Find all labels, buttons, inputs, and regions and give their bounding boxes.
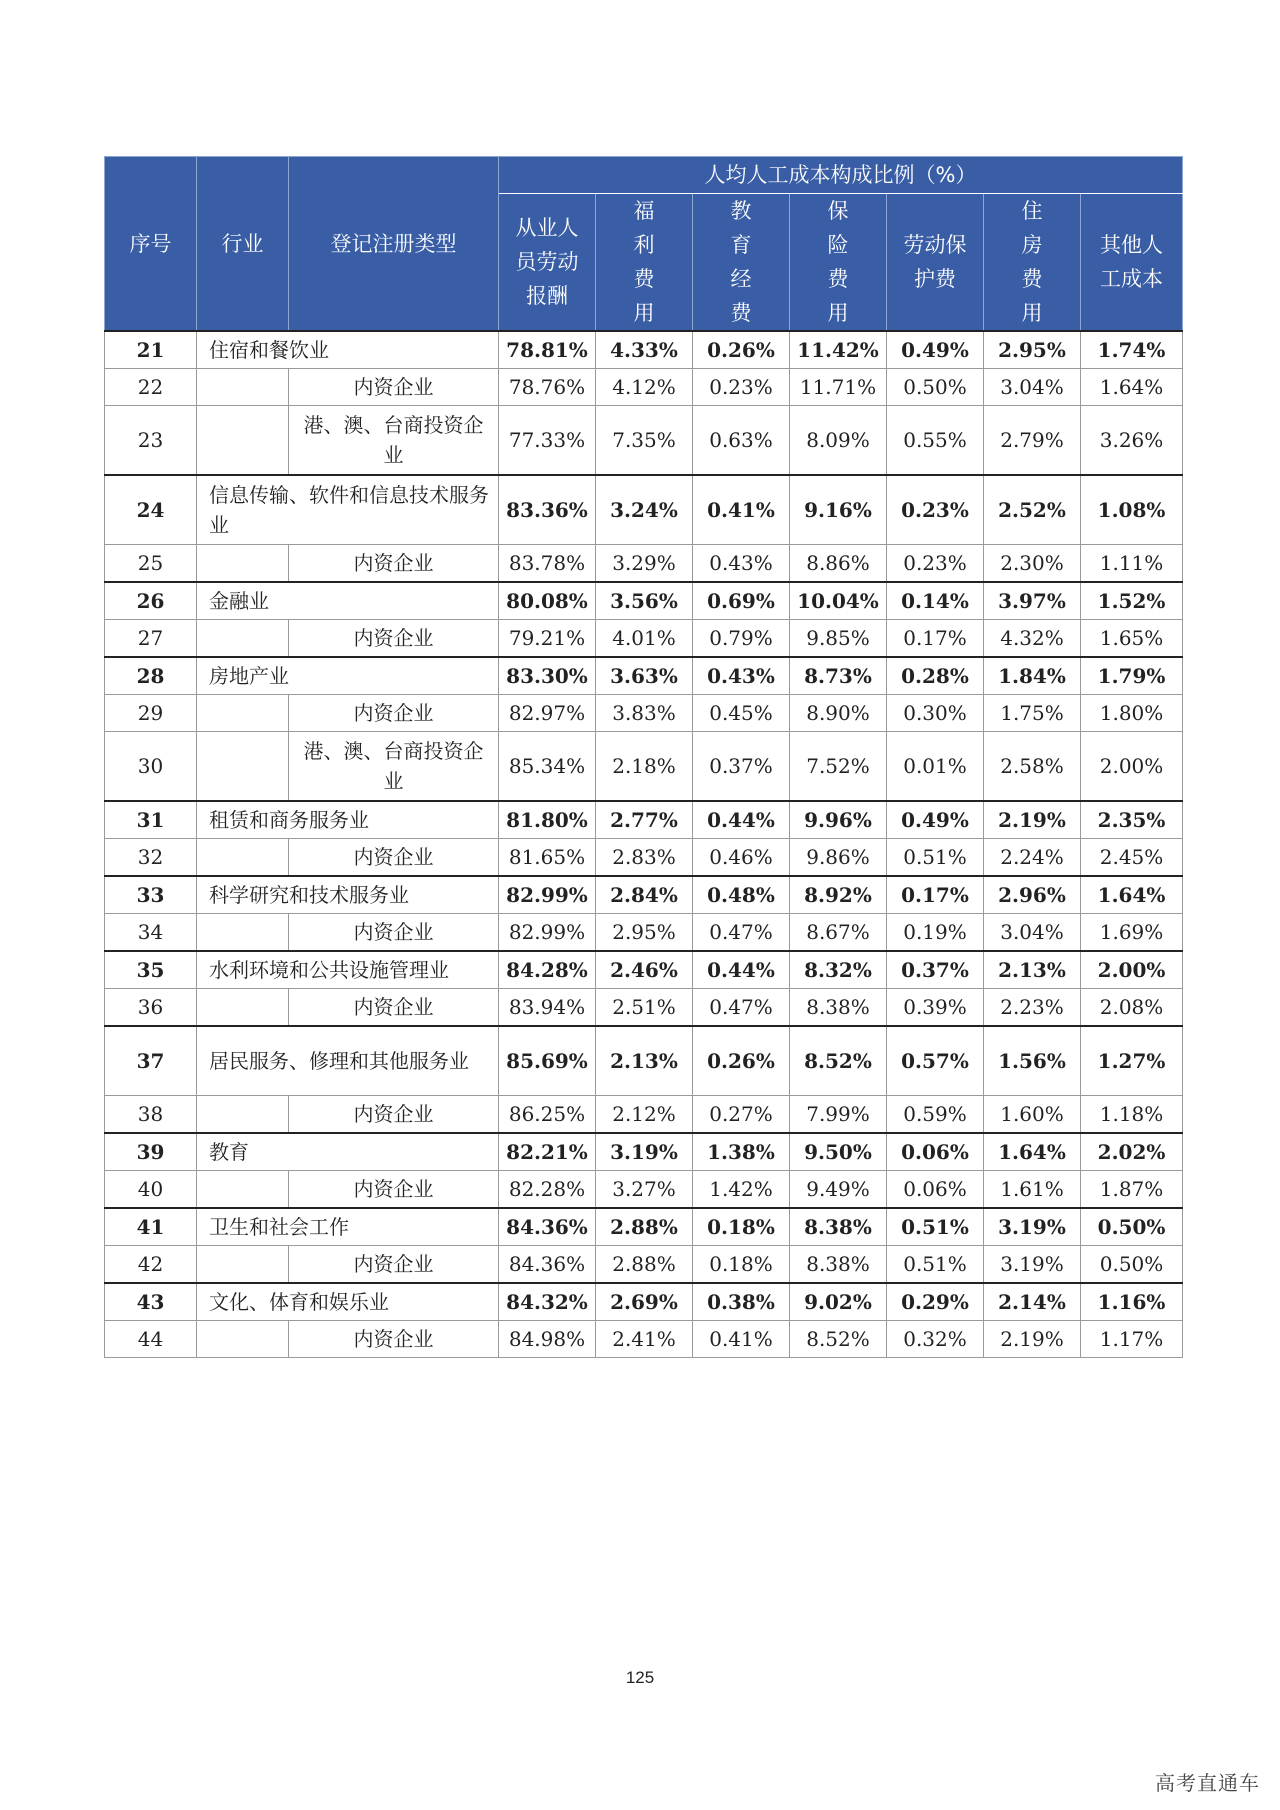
row-value: 0.47% — [693, 989, 790, 1027]
row-value: 1.84% — [984, 657, 1081, 695]
row-value: 0.38% — [693, 1283, 790, 1321]
row-value: 1.79% — [1081, 657, 1183, 695]
row-value: 0.48% — [693, 876, 790, 914]
row-value: 8.52% — [790, 1026, 887, 1096]
row-value: 1.65% — [1081, 620, 1183, 658]
row-reg-type: 港、澳、台商投资企业 — [289, 732, 499, 802]
table-row — [105, 1171, 1183, 1209]
row-value: 2.95% — [596, 914, 693, 952]
row-value: 1.52% — [1081, 582, 1183, 620]
row-value: 0.79% — [693, 620, 790, 658]
row-value: 2.51% — [596, 989, 693, 1027]
row-industry: 住宿和餐饮业 — [197, 331, 499, 369]
row-value: 1.64% — [1081, 876, 1183, 914]
row-value: 8.67% — [790, 914, 887, 952]
row-value: 2.23% — [984, 989, 1081, 1027]
row-value: 3.19% — [984, 1246, 1081, 1284]
row-value: 0.29% — [887, 1283, 984, 1321]
row-value: 1.18% — [1081, 1096, 1183, 1134]
row-value: 82.21% — [499, 1133, 596, 1171]
row-reg-type: 内资企业 — [289, 914, 499, 952]
row-value: 1.17% — [1081, 1321, 1183, 1358]
row-value: 0.47% — [693, 914, 790, 952]
row-value: 7.52% — [790, 732, 887, 802]
table-row — [105, 545, 1183, 583]
row-seq: 44 — [105, 1321, 197, 1358]
row-value: 9.16% — [790, 475, 887, 545]
row-value: 0.50% — [1081, 1246, 1183, 1284]
row-value: 2.30% — [984, 545, 1081, 583]
row-value: 84.36% — [499, 1208, 596, 1246]
row-value: 0.69% — [693, 582, 790, 620]
row-industry — [197, 620, 289, 658]
row-value: 82.28% — [499, 1171, 596, 1209]
row-value: 2.77% — [596, 801, 693, 839]
row-value: 0.51% — [887, 839, 984, 877]
row-value: 2.00% — [1081, 732, 1183, 802]
row-reg-type: 内资企业 — [289, 839, 499, 877]
row-value: 3.83% — [596, 695, 693, 732]
row-value: 8.90% — [790, 695, 887, 732]
row-value: 2.14% — [984, 1283, 1081, 1321]
row-value: 2.18% — [596, 732, 693, 802]
row-value: 0.28% — [887, 657, 984, 695]
row-value: 9.96% — [790, 801, 887, 839]
row-value: 3.19% — [596, 1133, 693, 1171]
row-reg-type: 内资企业 — [289, 620, 499, 658]
row-value: 0.49% — [887, 331, 984, 369]
header-col-housing: 住房费用 — [984, 194, 1081, 332]
row-value: 9.02% — [790, 1283, 887, 1321]
row-value: 3.97% — [984, 582, 1081, 620]
row-value: 83.94% — [499, 989, 596, 1027]
row-industry: 房地产业 — [197, 657, 499, 695]
row-industry: 居民服务、修理和其他服务业 — [197, 1026, 499, 1096]
row-value: 3.27% — [596, 1171, 693, 1209]
labor-cost-table — [104, 156, 1183, 1358]
row-value: 0.14% — [887, 582, 984, 620]
row-value: 2.84% — [596, 876, 693, 914]
row-value: 0.18% — [693, 1246, 790, 1284]
table-row — [105, 1246, 1183, 1284]
row-industry: 教育 — [197, 1133, 499, 1171]
row-seq: 43 — [105, 1283, 197, 1321]
table-row — [105, 914, 1183, 952]
row-value: 4.32% — [984, 620, 1081, 658]
row-industry — [197, 914, 289, 952]
row-value: 82.99% — [499, 914, 596, 952]
row-value: 77.33% — [499, 406, 596, 476]
row-seq: 24 — [105, 475, 197, 545]
row-value: 3.26% — [1081, 406, 1183, 476]
row-reg-type: 内资企业 — [289, 1096, 499, 1134]
row-value: 1.61% — [984, 1171, 1081, 1209]
row-value: 2.13% — [984, 951, 1081, 989]
table-row — [105, 695, 1183, 732]
row-value: 0.44% — [693, 951, 790, 989]
row-value: 1.16% — [1081, 1283, 1183, 1321]
row-value: 81.65% — [499, 839, 596, 877]
table-row — [105, 732, 1183, 802]
header-reg-type: 登记注册类型 — [289, 157, 499, 332]
row-value: 0.55% — [887, 406, 984, 476]
row-seq: 42 — [105, 1246, 197, 1284]
row-value: 8.09% — [790, 406, 887, 476]
row-value: 3.63% — [596, 657, 693, 695]
row-value: 2.24% — [984, 839, 1081, 877]
row-value: 78.81% — [499, 331, 596, 369]
row-seq: 23 — [105, 406, 197, 476]
row-value: 0.06% — [887, 1133, 984, 1171]
row-value: 0.63% — [693, 406, 790, 476]
row-value: 2.41% — [596, 1321, 693, 1358]
row-value: 0.30% — [887, 695, 984, 732]
row-value: 84.32% — [499, 1283, 596, 1321]
row-value: 2.52% — [984, 475, 1081, 545]
row-seq: 25 — [105, 545, 197, 583]
row-reg-type: 港、澳、台商投资企业 — [289, 406, 499, 476]
header-group: 人均人工成本构成比例（%） — [499, 157, 1183, 194]
row-value: 0.26% — [693, 331, 790, 369]
row-industry: 文化、体育和娱乐业 — [197, 1283, 499, 1321]
row-value: 4.12% — [596, 369, 693, 406]
row-value: 1.42% — [693, 1171, 790, 1209]
row-value: 2.13% — [596, 1026, 693, 1096]
row-value: 86.25% — [499, 1096, 596, 1134]
row-value: 2.12% — [596, 1096, 693, 1134]
row-value: 1.69% — [1081, 914, 1183, 952]
row-value: 82.99% — [499, 876, 596, 914]
row-reg-type: 内资企业 — [289, 695, 499, 732]
row-seq: 35 — [105, 951, 197, 989]
row-value: 1.38% — [693, 1133, 790, 1171]
row-value: 0.44% — [693, 801, 790, 839]
header-col-insurance: 保险费用 — [790, 194, 887, 332]
row-value: 2.35% — [1081, 801, 1183, 839]
row-industry — [197, 369, 289, 406]
row-value: 9.50% — [790, 1133, 887, 1171]
table-row — [105, 331, 1183, 369]
table-row — [105, 876, 1183, 914]
row-value: 10.04% — [790, 582, 887, 620]
row-value: 0.39% — [887, 989, 984, 1027]
row-value: 83.78% — [499, 545, 596, 583]
row-value: 1.27% — [1081, 1026, 1183, 1096]
row-value: 0.17% — [887, 620, 984, 658]
row-value: 1.60% — [984, 1096, 1081, 1134]
row-value: 3.04% — [984, 914, 1081, 952]
page-number: 125 — [625, 1668, 655, 1687]
row-seq: 36 — [105, 989, 197, 1027]
row-value: 0.57% — [887, 1026, 984, 1096]
row-reg-type: 内资企业 — [289, 369, 499, 406]
row-value: 8.86% — [790, 545, 887, 583]
row-value: 80.08% — [499, 582, 596, 620]
row-industry: 信息传输、软件和信息技术服务业 — [197, 475, 499, 545]
row-industry — [197, 1096, 289, 1134]
row-value: 2.46% — [596, 951, 693, 989]
row-value: 0.26% — [693, 1026, 790, 1096]
row-value: 0.43% — [693, 657, 790, 695]
row-value: 0.32% — [887, 1321, 984, 1358]
row-value: 0.23% — [887, 475, 984, 545]
row-value: 0.50% — [887, 369, 984, 406]
row-industry: 科学研究和技术服务业 — [197, 876, 499, 914]
row-industry — [197, 732, 289, 802]
table-row — [105, 1096, 1183, 1134]
header-col-wages: 从业人员劳动报酬 — [499, 194, 596, 332]
header-col-protection: 劳动保护费 — [887, 194, 984, 332]
table-row — [105, 582, 1183, 620]
row-value: 79.21% — [499, 620, 596, 658]
row-value: 2.83% — [596, 839, 693, 877]
row-seq: 32 — [105, 839, 197, 877]
row-industry — [197, 406, 289, 476]
row-value: 0.27% — [693, 1096, 790, 1134]
row-industry: 卫生和社会工作 — [197, 1208, 499, 1246]
row-value: 3.24% — [596, 475, 693, 545]
table-row — [105, 1208, 1183, 1246]
row-value: 0.41% — [693, 475, 790, 545]
row-seq: 37 — [105, 1026, 197, 1096]
table-row — [105, 406, 1183, 476]
row-industry — [197, 695, 289, 732]
row-value: 83.30% — [499, 657, 596, 695]
row-value: 2.96% — [984, 876, 1081, 914]
row-value: 8.73% — [790, 657, 887, 695]
row-value: 84.98% — [499, 1321, 596, 1358]
table-row — [105, 1133, 1183, 1171]
row-value: 1.11% — [1081, 545, 1183, 583]
row-seq: 29 — [105, 695, 197, 732]
row-value: 8.38% — [790, 1246, 887, 1284]
table-row — [105, 1026, 1183, 1096]
row-value: 85.34% — [499, 732, 596, 802]
row-value: 0.45% — [693, 695, 790, 732]
row-reg-type: 内资企业 — [289, 1246, 499, 1284]
table-row — [105, 1283, 1183, 1321]
row-seq: 21 — [105, 331, 197, 369]
row-industry: 租赁和商务服务业 — [197, 801, 499, 839]
row-value: 0.51% — [887, 1208, 984, 1246]
row-value: 1.64% — [1081, 369, 1183, 406]
row-value: 78.76% — [499, 369, 596, 406]
table-row — [105, 475, 1183, 545]
table-row — [105, 657, 1183, 695]
row-value: 0.19% — [887, 914, 984, 952]
row-value: 0.06% — [887, 1171, 984, 1209]
row-industry — [197, 989, 289, 1027]
row-value: 3.19% — [984, 1208, 1081, 1246]
header-col-welfare: 福利费用 — [596, 194, 693, 332]
row-industry — [197, 545, 289, 583]
row-value: 0.51% — [887, 1246, 984, 1284]
row-value: 8.92% — [790, 876, 887, 914]
row-industry — [197, 1321, 289, 1358]
table-row — [105, 369, 1183, 406]
row-value: 1.75% — [984, 695, 1081, 732]
row-value: 11.42% — [790, 331, 887, 369]
table-row — [105, 801, 1183, 839]
row-industry — [197, 839, 289, 877]
row-seq: 33 — [105, 876, 197, 914]
row-value: 8.52% — [790, 1321, 887, 1358]
row-value: 3.04% — [984, 369, 1081, 406]
row-value: 2.79% — [984, 406, 1081, 476]
row-seq: 30 — [105, 732, 197, 802]
row-seq: 40 — [105, 1171, 197, 1209]
row-industry — [197, 1246, 289, 1284]
row-value: 7.99% — [790, 1096, 887, 1134]
row-value: 8.32% — [790, 951, 887, 989]
row-value: 1.56% — [984, 1026, 1081, 1096]
row-value: 2.00% — [1081, 951, 1183, 989]
row-value: 85.69% — [499, 1026, 596, 1096]
row-value: 2.19% — [984, 801, 1081, 839]
row-reg-type: 内资企业 — [289, 1321, 499, 1358]
row-value: 1.80% — [1081, 695, 1183, 732]
row-value: 84.36% — [499, 1246, 596, 1284]
row-seq: 39 — [105, 1133, 197, 1171]
row-value: 2.95% — [984, 331, 1081, 369]
header-seq: 序号 — [105, 157, 197, 332]
row-value: 9.85% — [790, 620, 887, 658]
row-value: 83.36% — [499, 475, 596, 545]
row-value: 9.49% — [790, 1171, 887, 1209]
row-value: 0.59% — [887, 1096, 984, 1134]
row-value: 0.49% — [887, 801, 984, 839]
row-industry: 水利环境和公共设施管理业 — [197, 951, 499, 989]
row-value: 0.37% — [887, 951, 984, 989]
row-seq: 31 — [105, 801, 197, 839]
header-industry: 行业 — [197, 157, 289, 332]
row-value: 0.50% — [1081, 1208, 1183, 1246]
row-value: 3.56% — [596, 582, 693, 620]
header-col-education: 教育经费 — [693, 194, 790, 332]
row-value: 2.19% — [984, 1321, 1081, 1358]
table-row — [105, 1321, 1183, 1358]
row-value: 1.74% — [1081, 331, 1183, 369]
row-value: 82.97% — [499, 695, 596, 732]
row-value: 2.58% — [984, 732, 1081, 802]
table-row — [105, 620, 1183, 658]
row-seq: 34 — [105, 914, 197, 952]
row-value: 2.08% — [1081, 989, 1183, 1027]
row-value: 1.08% — [1081, 475, 1183, 545]
row-seq: 38 — [105, 1096, 197, 1134]
row-value: 4.33% — [596, 331, 693, 369]
row-reg-type: 内资企业 — [289, 545, 499, 583]
row-value: 1.87% — [1081, 1171, 1183, 1209]
row-value: 2.88% — [596, 1246, 693, 1284]
row-reg-type: 内资企业 — [289, 989, 499, 1027]
table-row — [105, 989, 1183, 1027]
watermark: 高考直通车 — [1155, 1771, 1260, 1795]
table-row — [105, 839, 1183, 877]
row-value: 0.17% — [887, 876, 984, 914]
row-value: 0.18% — [693, 1208, 790, 1246]
row-seq: 41 — [105, 1208, 197, 1246]
row-value: 1.64% — [984, 1133, 1081, 1171]
row-industry: 金融业 — [197, 582, 499, 620]
row-value: 11.71% — [790, 369, 887, 406]
row-seq: 27 — [105, 620, 197, 658]
row-reg-type: 内资企业 — [289, 1171, 499, 1209]
table-row — [105, 951, 1183, 989]
row-value: 9.86% — [790, 839, 887, 877]
row-seq: 28 — [105, 657, 197, 695]
row-value: 2.69% — [596, 1283, 693, 1321]
row-value: 0.37% — [693, 732, 790, 802]
row-seq: 22 — [105, 369, 197, 406]
row-value: 81.80% — [499, 801, 596, 839]
row-value: 2.02% — [1081, 1133, 1183, 1171]
row-value: 0.46% — [693, 839, 790, 877]
row-value: 8.38% — [790, 989, 887, 1027]
row-value: 0.41% — [693, 1321, 790, 1358]
row-seq: 26 — [105, 582, 197, 620]
row-industry — [197, 1171, 289, 1209]
row-value: 0.23% — [887, 545, 984, 583]
row-value: 7.35% — [596, 406, 693, 476]
row-value: 4.01% — [596, 620, 693, 658]
row-value: 84.28% — [499, 951, 596, 989]
row-value: 0.43% — [693, 545, 790, 583]
row-value: 0.23% — [693, 369, 790, 406]
row-value: 8.38% — [790, 1208, 887, 1246]
table-body — [105, 331, 1183, 1358]
row-value: 2.45% — [1081, 839, 1183, 877]
row-value: 0.01% — [887, 732, 984, 802]
header-col-other: 其他人工成本 — [1081, 194, 1183, 332]
row-value: 3.29% — [596, 545, 693, 583]
row-value: 2.88% — [596, 1208, 693, 1246]
